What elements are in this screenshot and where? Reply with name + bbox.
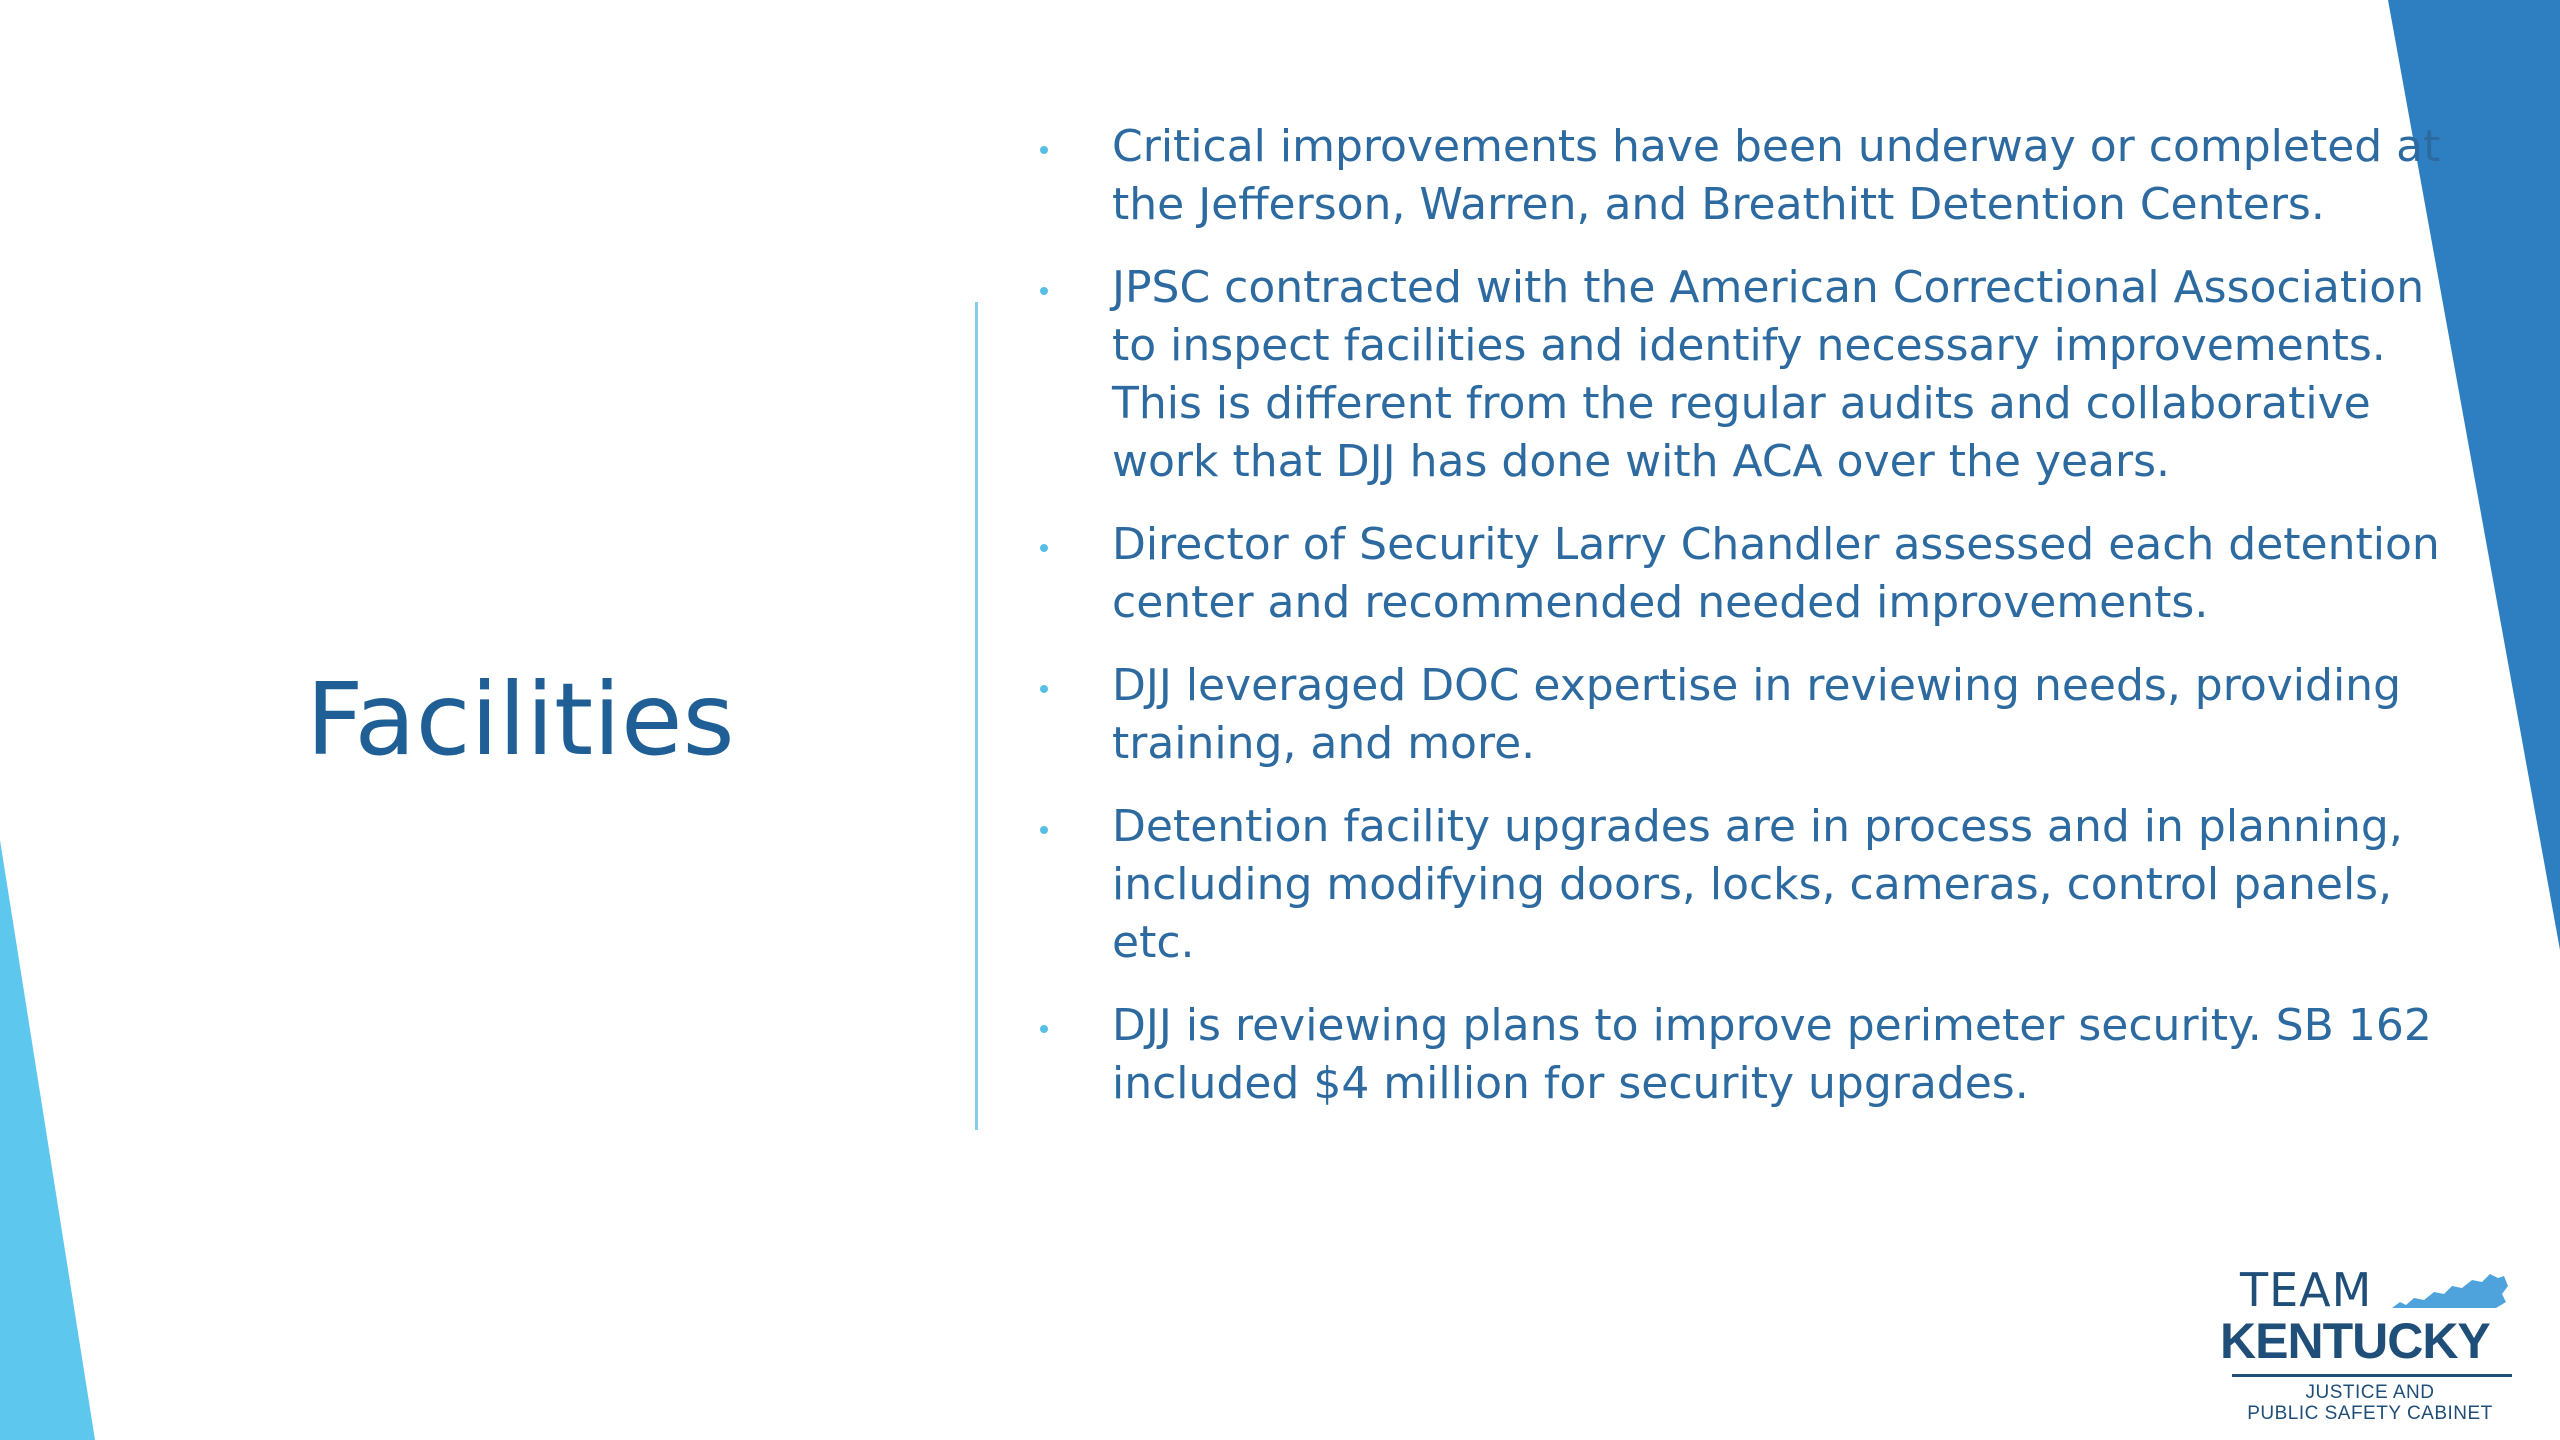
bullet-item xyxy=(1030,798,2470,972)
bullet-list xyxy=(1030,118,2470,1138)
bullet-item xyxy=(1030,118,2470,234)
team-kentucky-logo xyxy=(2220,1262,2520,1432)
kentucky-state-shape-icon xyxy=(2390,1272,2510,1312)
logo-subtitle-line1: JUSTICE AND xyxy=(2305,1382,2435,1403)
bullet-dot-icon xyxy=(1040,685,1048,693)
logo-rule xyxy=(2232,1374,2512,1377)
bullet-item xyxy=(1030,259,2470,491)
bullet-text: DJJ is reviewing plans to improve perimeter security. SB 162 included $4 million for security upgrades. xyxy=(1112,1000,2432,1109)
bullet-dot-icon xyxy=(1040,826,1048,834)
bullet-dot-icon xyxy=(1040,1025,1048,1033)
bullet-dot-icon xyxy=(1040,287,1048,295)
left-accent-light xyxy=(0,840,95,1440)
bullet-text: Detention facility upgrades are in process and in planning, including modifying doors, locks, cameras, control panels, etc. xyxy=(1112,801,2403,968)
bullet-text: JPSC contracted with the American Correctional Association to inspect facilities and identify necessary improvements. This is different from the regular audits and collaborative work that DJJ has done with ACA over the years. xyxy=(1112,262,2425,487)
bullet-item xyxy=(1030,516,2470,632)
vertical-divider xyxy=(975,302,978,1130)
logo-kentucky-text: KENTUCKY xyxy=(2220,1313,2490,1369)
bullet-item xyxy=(1030,657,2470,773)
logo-subtitle-line2: PUBLIC SAFETY CABINET xyxy=(2247,1403,2493,1424)
bullet-item xyxy=(1030,997,2470,1113)
bullet-dot-icon xyxy=(1040,146,1048,154)
logo-team-text: TEAM xyxy=(2240,1263,2373,1317)
bullet-text: Critical improvements have been underway or completed at the Jefferson, Warren, and Breathitt Detention Centers. xyxy=(1112,121,2441,230)
bullet-text: Director of Security Larry Chandler assessed each detention center and recommended needed improvements. xyxy=(1112,519,2440,628)
bullet-text: DJJ leveraged DOC expertise in reviewing needs, providing training, and more. xyxy=(1112,660,2401,769)
bullet-dot-icon xyxy=(1040,544,1048,552)
slide-title: Facilities xyxy=(306,661,735,778)
